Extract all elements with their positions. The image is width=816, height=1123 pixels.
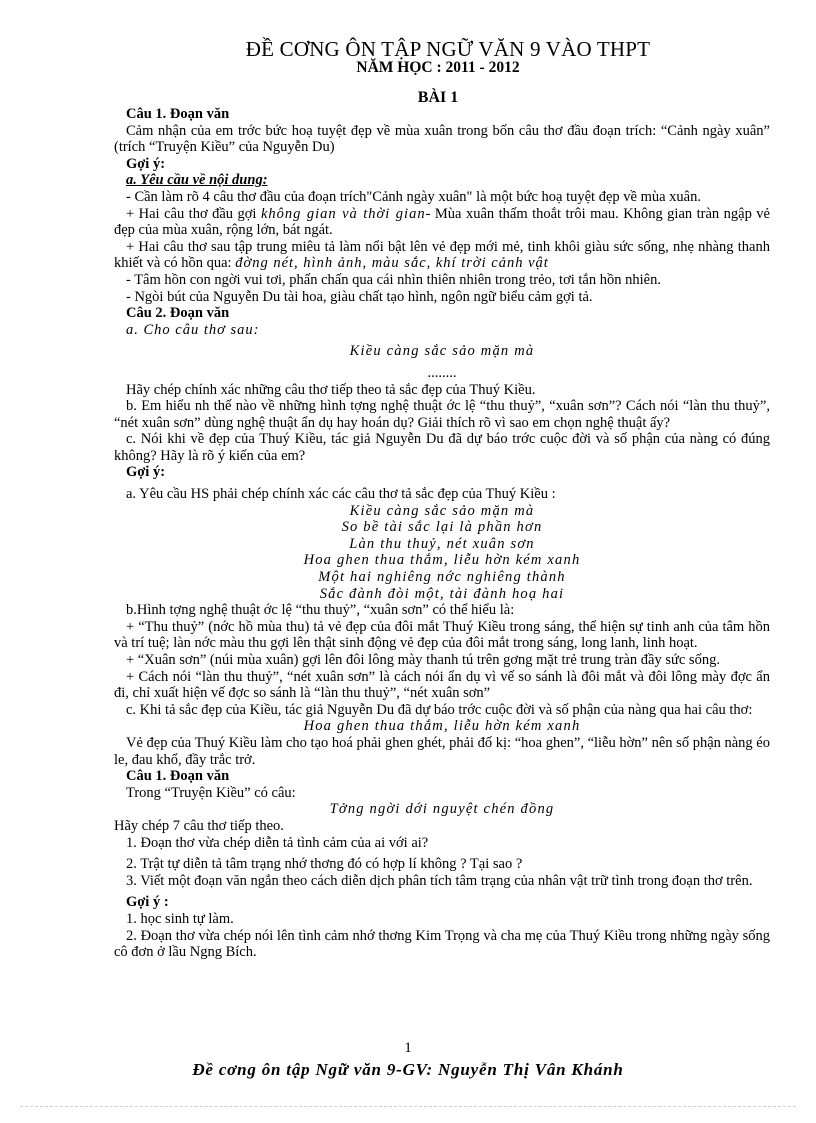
hint-label: Gợi ý:: [126, 464, 166, 481]
question-3-item: 1. Đoạn thơ vừa chép diễn tả tình cảm của ai với ai?: [126, 834, 429, 851]
answer-a: a. Yêu cầu HS phải chép chính xác các câu thơ tả sắc đẹp của Thuý Kiều :: [126, 486, 556, 503]
question-2-part-a: a. Cho câu thơ sau:: [126, 321, 260, 338]
poem-line: Kiều càng sắc sảo mặn mà: [349, 502, 535, 519]
answer-line: 2. Đoạn thơ vừa chép nói lên tình cảm nhớ thơng Kim Trọng và cha mẹ của Thuý Kiều trong những ngày sống cô đơn ở lầu Ngng Bích.: [114, 927, 770, 961]
ellipsis: ........: [427, 364, 457, 381]
question-1-text: Cảm nhận của em trớc bức hoạ tuyệt đẹp về mùa xuân trong bốn câu thơ đầu đoạn trích: “Cảnh ngày xuân” (trích “Truyện Kiều” của Nguyễn Du): [114, 122, 770, 156]
poem-line: Hoa ghen thua thắm, liễu hờn kém xanh: [303, 552, 581, 569]
question-2-heading: Câu 2. Đoạn văn: [126, 305, 230, 322]
hint-label: Gợi ý :: [126, 894, 169, 911]
document-title: ĐỀ CƠNG ÔN TẬP NGỮ VĂN 9 VÀO THPT: [245, 37, 651, 61]
lesson-heading: BÀI 1: [417, 89, 459, 106]
answer-line: Vẻ đẹp của Thuý Kiều làm cho tạo hoá phải ghen ghét, phải đố kị: “hoa ghen”, “liễu hờn” nên số phận nàng éo le, đau khổ, đầy trắc trở.: [114, 734, 770, 768]
answer-b: b.Hình tợng nghệ thuật ớc lệ “thu thuỷ”, “xuân sơn” có thể hiểu là:: [126, 602, 515, 619]
answer-line: - Ngòi bút của Nguyễn Du tài hoa, giàu chất tạo hình, ngôn ngữ biểu cảm gợi tả.: [126, 288, 593, 305]
document-page: [114, 38, 770, 961]
answer-c: c. Khi tả sắc đẹp của Kiều, tác giả Nguyễn Du đã dự báo trớc cuộc đời và số phận của nàng qua hai câu thơ:: [126, 701, 753, 718]
answer-line: + Hai câu thơ sau tập trung miêu tả làm nổi bật lên vẻ đẹp mới mẻ, tinh khôi giàu sức sống, nhẹ nhàng thanh khiết và có hồn qua: đờng nét, hình ảnh, màu sắc, khí trời cảnh vật: [114, 238, 770, 272]
page-footer: Đề cơng ôn tập Ngữ văn 9-GV: Nguyễn Thị Vân Khánh: [192, 1060, 624, 1079]
answer-line: + Hai câu thơ đầu gợi không gian và thời gian- Mùa xuân thấm thoắt trôi mau. Không gian tràn ngập vẻ đẹp của mùa xuân, rộng lớn, bát ngát.: [114, 205, 770, 239]
question-2-task-b: b. Em hiểu nh thế nào về những hình tợng nghệ thuật ớc lệ “thu thuỷ”, “xuân sơn”? Cách nói “làn thu thuỷ”, “nét xuân sơn” dùng nghệ thuật ẩn dụ hay hoán dụ? Giải thích rõ vì sao em chọn nghệ thuật ấy?: [114, 398, 770, 431]
question-3-task: Hãy chép 7 câu thơ tiếp theo.: [114, 817, 284, 834]
page-divider: [20, 1106, 796, 1107]
question-3-heading: Câu 1. Đoạn văn: [126, 768, 230, 785]
answer-line: + Cách nói “làn thu thuỷ”, “nét xuân sơn” là cách nói ẩn dụ vì vế so sánh là đôi mắt và đôi lông mày đợc ẩn đi, chỉ xuất hiện vế đợc so sánh là “làn thu thuỷ”, “nét xuân sơn”: [114, 668, 770, 702]
poem-line: Làn thu thuỷ, nét xuân sơn: [349, 535, 535, 552]
question-3-item: 2. Trật tự diễn tả tâm trạng nhớ thơng đó có hợp lí không ? Tại sao ?: [126, 856, 523, 873]
poem-line: Một hai nghiêng nớc nghiêng thành: [318, 569, 566, 586]
poem-verse: Kiều càng sắc sảo mặn mà: [349, 343, 535, 360]
question-1-heading: Câu 1. Đoạn văn: [126, 106, 230, 122]
hint-label: Gợi ý:: [126, 155, 166, 172]
poem-verse: Tởng ngời dới nguyệt chén đồng: [329, 801, 555, 818]
poem-line: Sắc đành đòi một, tài đành hoạ hai: [319, 585, 565, 602]
question-3-item: 3. Viết một đoạn văn ngắn theo cách diễn dịch phân tích tâm trạng của nhân vật trữ tình trong đoạn thơ trên.: [126, 872, 753, 889]
page-number: 1: [404, 1040, 412, 1056]
content-requirement-heading: a. Yêu cầu về nội dung:: [126, 172, 268, 189]
school-year: NĂM HỌC : 2011 - 2012: [356, 59, 520, 76]
answer-line: - Tâm hồn con ngời vui tơi, phấn chấn qua cái nhìn thiên nhiên trong trẻo, tơi tắn hồn nhiên.: [126, 271, 661, 288]
question-3-intro: Trong “Truyện Kiều” có câu:: [126, 784, 296, 801]
question-2-task-a: Hãy chép chính xác những câu thơ tiếp theo tả sắc đẹp của Thuý Kiều.: [126, 381, 536, 398]
answer-line: - Cần làm rõ 4 câu thơ đầu của đoạn trích"Cảnh ngày xuân" là một bức hoạ tuyệt đẹp về mùa xuân.: [126, 188, 701, 205]
answer-line: + “Xuân sơn” (núi mùa xuân) gợi lên đôi lông mày thanh tú trên gơng mặt trẻ trung tràn đầy sức sống.: [126, 652, 720, 668]
poem-line: Hoa ghen thua thắm, liễu hờn kém xanh: [303, 718, 581, 735]
answer-line: 1. học sinh tự làm.: [126, 910, 234, 927]
poem-line: So bề tài sắc lại là phần hơn: [341, 519, 543, 536]
question-2-task-c: c. Nói khi về đẹp của Thuý Kiều, tác giả Nguyễn Du đã dự báo trớc cuộc đời và số phận của nàng có đúng không? Hãy là rõ ý kiến của em?: [114, 431, 770, 464]
answer-line: + “Thu thuỷ” (nớc hồ mùa thu) tả vẻ đẹp của đôi mắt Thuý Kiều trong sáng, thể hiện sự tinh anh của tâm hồn và trí tuệ; làn nớc màu thu gợi lên thật sinh động vẻ đẹp của đôi mắt trong sáng, long lanh, linh hoạt.: [114, 618, 770, 652]
